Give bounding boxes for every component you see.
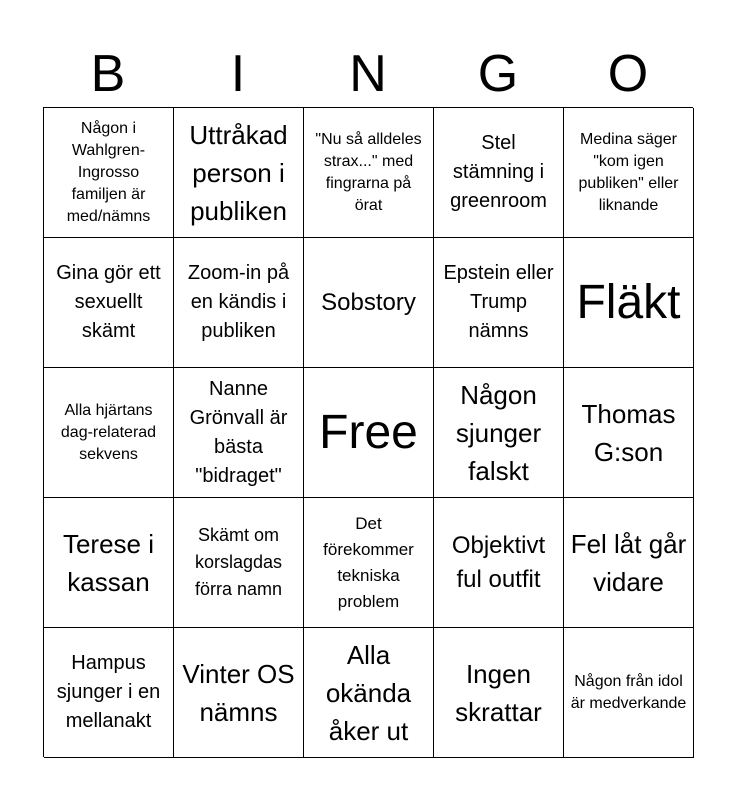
cell-label: Stel stämning i greenroom — [450, 132, 547, 212]
cell-label: Hampus sjunger i en mellanakt — [56, 652, 161, 732]
bingo-cell-r5c3[interactable] — [304, 628, 434, 758]
cell-label: Alla okända åker ut — [325, 639, 412, 746]
bingo-cell-free[interactable] — [304, 368, 434, 498]
bingo-cell-r5c4[interactable] — [434, 628, 564, 758]
cell-label: Fläkt — [576, 275, 681, 329]
bingo-cell-r1c1[interactable] — [44, 108, 174, 238]
header-letter-b: B — [90, 45, 126, 103]
bingo-cell-r3c2[interactable] — [174, 368, 304, 498]
bingo-cell-r4c5[interactable] — [564, 498, 694, 628]
header-letter-n: N — [349, 45, 387, 103]
cell-label: Någon från idol är medverkande — [570, 672, 687, 712]
bingo-cell-r2c1[interactable] — [44, 238, 174, 368]
bingo-grid — [43, 107, 693, 757]
bingo-cell-r2c2[interactable] — [174, 238, 304, 368]
bingo-cell-r4c3[interactable] — [304, 498, 434, 628]
cell-label: Någon i Wahlgren-Ingrosso familjen är med/nämns — [66, 119, 151, 225]
bingo-header — [43, 42, 693, 106]
cell-label: Sobstory — [321, 288, 416, 316]
bingo-cell-r3c5[interactable] — [564, 368, 694, 498]
cell-label: Fel låt går vidare — [570, 528, 687, 597]
header-letter-o: O — [607, 45, 649, 103]
bingo-cell-r4c2[interactable] — [174, 498, 304, 628]
cell-label: Det förekommer tekniska problem — [323, 513, 414, 611]
bingo-cell-r1c3[interactable] — [304, 108, 434, 238]
bingo-cell-r3c1[interactable] — [44, 368, 174, 498]
bingo-cell-r1c2[interactable] — [174, 108, 304, 238]
header-letter-g: G — [477, 45, 519, 103]
cell-label: Thomas G:son — [581, 398, 676, 467]
free-space-label: Free — [319, 405, 418, 459]
cell-label: Ingen skrattar — [455, 658, 542, 727]
cell-label: Alla hjärtans dag-relaterad sekvens — [60, 401, 157, 463]
cell-label: Gina gör ett sexuellt skämt — [56, 262, 161, 342]
bingo-cell-r3c4[interactable] — [434, 368, 564, 498]
bingo-cell-r5c5[interactable] — [564, 628, 694, 758]
cell-label: Terese i kassan — [62, 528, 155, 597]
cell-label: Nanne Grönvall är bästa "bidraget" — [189, 377, 288, 487]
header-letter-i: I — [230, 45, 246, 103]
bingo-cell-r5c1[interactable] — [44, 628, 174, 758]
bingo-cell-r2c5[interactable] — [564, 238, 694, 368]
cell-label: Objektivt ful outfit — [451, 531, 546, 593]
bingo-cell-r4c1[interactable] — [44, 498, 174, 628]
cell-label: Vinter OS nämns — [182, 658, 295, 727]
cell-label: Skämt om korslagdas förra namn — [194, 525, 283, 599]
cell-label: "Nu så alldeles strax..." med fingrarna på örat — [315, 130, 422, 214]
cell-label: Medina säger "kom igen publiken" eller liknande — [578, 130, 679, 214]
bingo-cell-r1c5[interactable] — [564, 108, 694, 238]
bingo-cell-r1c4[interactable] — [434, 108, 564, 238]
bingo-cell-r5c2[interactable] — [174, 628, 304, 758]
bingo-cell-r4c4[interactable] — [434, 498, 564, 628]
bingo-cell-r2c3[interactable] — [304, 238, 434, 368]
cell-label: Zoom-in på en kändis i publiken — [187, 262, 290, 342]
cell-label: Epstein eller Trump nämns — [443, 262, 554, 342]
cell-label: Uttråkad person i publiken — [189, 119, 288, 226]
cell-label: Någon sjunger falskt — [455, 379, 542, 486]
bingo-cell-r2c4[interactable] — [434, 238, 564, 368]
